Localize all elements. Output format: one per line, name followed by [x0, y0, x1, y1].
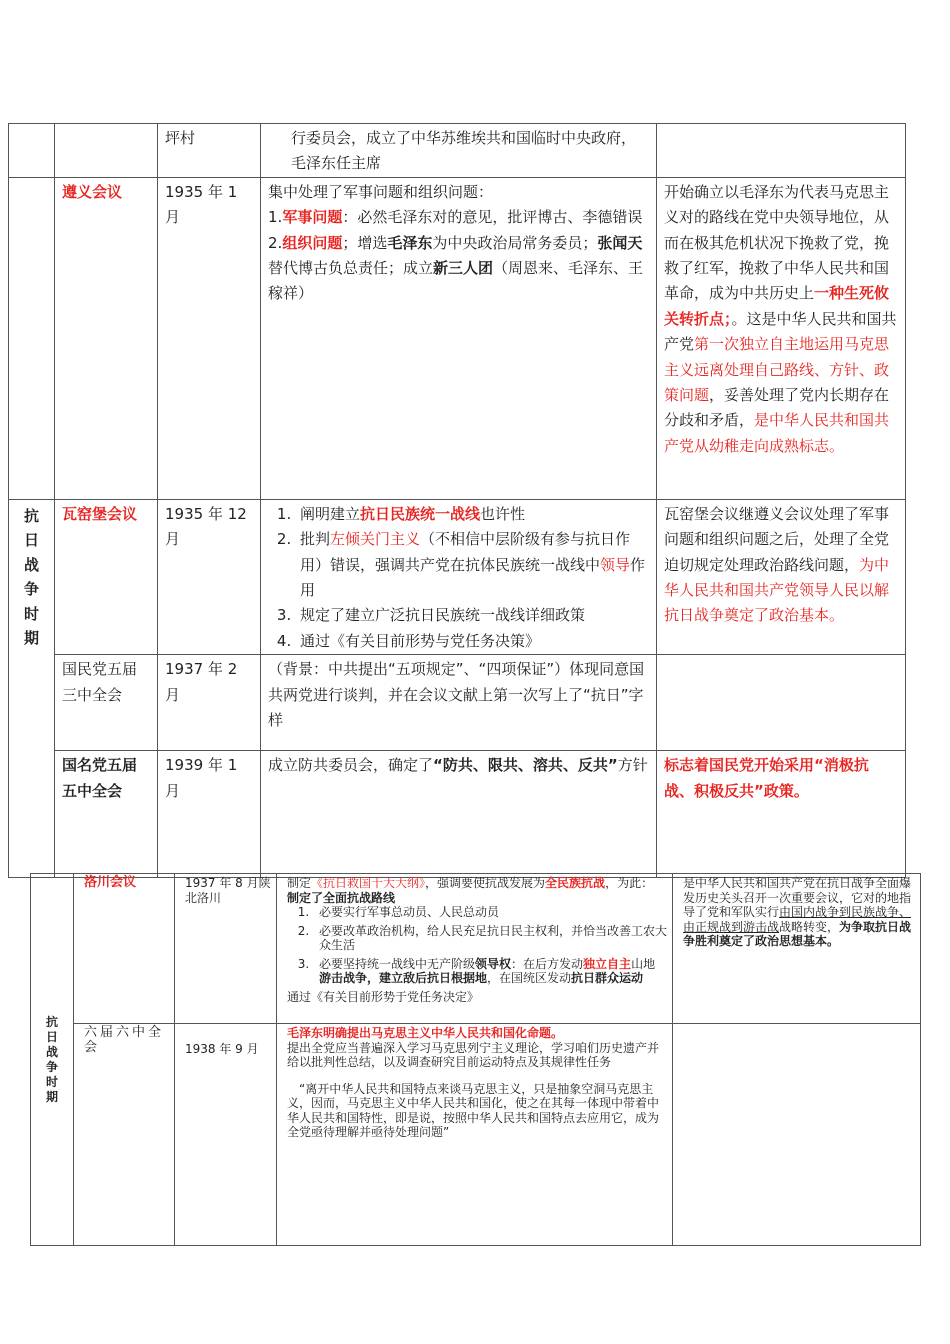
significance-text: 标志着国民党开始采用“消极抗战、积极反共”政策。 [664, 756, 869, 800]
table-row [9, 499, 906, 654]
meeting-name: 遵义会议 [62, 182, 123, 201]
meeting-name: 瓦窑堡会议 [62, 504, 138, 523]
table-row [9, 655, 906, 751]
content-para: 提出全党应当普遍深入学习马克思列宁主义理论，学习咱们历史遗产并给以批判性总结，以及调查研究目前运动特点及其规律性任务 [287, 1040, 660, 1069]
time-text: 1939 年 1 月 [165, 756, 238, 800]
meeting-name: 国民党五届三中全会 [62, 660, 138, 704]
content-cell [277, 1024, 673, 1246]
period-cell [31, 874, 74, 1246]
time-cell [158, 655, 261, 751]
content-cell [261, 124, 657, 178]
significance-cell [657, 751, 906, 878]
history-table-lower [30, 873, 921, 1246]
significance-cell [673, 1024, 921, 1246]
meeting-name: 洛川会议 [84, 875, 137, 890]
content-text: 行委员会，成立了中华苏维埃共和国临时中央政府，毛泽东任主席 [291, 129, 637, 173]
meeting-name: 国名党五届五中全会 [62, 756, 138, 800]
time-text: 1935 年 1 月 [165, 182, 238, 227]
content-list [287, 905, 667, 986]
list-item: 1. 必要实行军事总动员、人民总动员 [313, 905, 667, 920]
significance-cell: 是中华人民共和国共产党在抗日战争全面爆发历史关头召开一次重要会议，它对的地指导了党和军队实行由国内战争到民族战争、由正规战到游击战战略转变，为争取抗日战争胜利奠定了政治思想基本。 [673, 874, 921, 1024]
list-item: 3. 必要坚持统一战线中无产阶级领导权：在后方发动独立自主山地游击战争，建立敌后抗日根据地，在国统区发动抗日群众运动 [313, 957, 667, 986]
content-text: （背景：中共提出“五项规定”、“四项保证”）体现同意国共两党进行谈判，并在会议文献上第一次写上了“抗日”字样 [268, 660, 645, 730]
time-text: 1938 年 9 月 [185, 1042, 259, 1056]
content-cell [261, 177, 657, 499]
meeting-name-cell [74, 1024, 175, 1246]
meeting-name-cell [55, 124, 158, 178]
item-label: 军事问题 [282, 208, 343, 227]
content-para: 毛泽东明确提出马克思主义中华人民共和国化命题。 [287, 1026, 564, 1040]
content-para: 通过《有关目前形势于党任务决定》 [287, 989, 480, 1004]
significance-cell [657, 655, 906, 751]
meeting-name-cell [55, 499, 158, 654]
time-text: 1935 年 12 月 [165, 504, 247, 549]
meeting-name-cell [74, 874, 175, 1024]
list-item: 2. 批判左倾关门主义（不相信中层阶级有参与抗日作用）错误，强调共产党在抗体民族统一战线中领导作用 [296, 527, 649, 603]
time-cell [158, 177, 261, 499]
period-label: 抗 日 战 争 时 期 [45, 1014, 58, 1104]
significance-cell [657, 124, 906, 178]
table-row [9, 751, 906, 878]
content-cell [261, 655, 657, 751]
list-item: 3. 规定了建立广泛抗日民族统一战线详细政策 [296, 603, 649, 628]
time-cell [158, 499, 261, 654]
table-row [31, 874, 921, 1024]
time-text: 坪村 [165, 129, 196, 147]
period-label: 抗 日 战 争 时 期 [23, 506, 39, 648]
meeting-name-cell [55, 177, 158, 499]
list-item: 2. 必要改革政治机构，给人民充足抗日民主权利，并恰当改善工农大众生活 [313, 924, 667, 953]
content-item: 2.组织问题；增选毛泽东为中央政治局常务委员；张闻天替代博古负总责任；成立新三人团（周恩来、毛泽东、王稼祥） [268, 233, 644, 303]
time-cell [175, 874, 277, 1024]
time-text: 1937 年 2 月 [165, 660, 238, 704]
content-item: 1.军事问题：必然毛泽东对的意见，批评博古、李德错误 [268, 208, 643, 227]
period-cell [9, 177, 55, 499]
time-cell [158, 751, 261, 878]
content-intro: 集中处理了军事问题和组织问题： [268, 182, 494, 201]
content-para: 制定《抗日救国十大大纲》，强调要使抗战发展为全民族抗战，为此： [287, 876, 654, 890]
meeting-name: 六届六中全会 [84, 1025, 165, 1055]
time-cell [175, 1024, 277, 1246]
history-table-upper [8, 123, 906, 878]
time-text: 1937 年 8 月陕北洛川 [185, 876, 271, 905]
period-cell [9, 124, 55, 178]
significance-cell: 开始确立以毛泽东为代表马克思主义对的路线在党中央领导地位，从而在极其危机状况下挽救了党，挽救了红军，挽救了中华人民共和国革命，成为中共历史上一种生死攸关转折点；。这是中华人民共和国共产党第一次独立自主地运用马克思主义远离处理自己路线、方针、政策问题，妥善处理了党内长期存在分歧和矛盾，是中华人民共和国共产党从幼稚走向成熟标志。 [657, 177, 906, 499]
table-row [9, 124, 906, 178]
item-label: 组织问题 [282, 233, 343, 252]
significance-cell: 瓦窑堡会议继遵义会议处理了军事问题和组织问题之后，处理了全党迫切规定处理政治路线问题，为中华人民共和国共产党领导人民以解抗日战争奠定了政治基本。 [657, 499, 906, 654]
content-quote: “离开中华人民共和国特点来谈马克思主义，只是抽象空洞马克思主义，因而，马克思主义中华人民共和国化，使之在其每一体现中带着中华人民共和国特性，即是说，按照中华人民共和国特点去应用它，成为全党亟待理解并亟待处理问题” [287, 1081, 660, 1139]
meeting-name-cell [55, 655, 158, 751]
table-row [31, 1024, 921, 1246]
content-cell [277, 874, 673, 1024]
content-list [268, 502, 649, 654]
time-cell [158, 124, 261, 178]
meeting-name-cell [55, 751, 158, 878]
content-para: 制定了全面抗战路线 [287, 890, 396, 905]
content-cell: 成立防共委员会，确定了“防共、限共、溶共、反共”方针 [261, 751, 657, 878]
period-cell [9, 499, 55, 877]
content-cell [261, 499, 657, 654]
list-item: 4. 通过《有关目前形势与党任务决策》 [296, 629, 649, 654]
table-row [9, 177, 906, 499]
list-item: 1. 阐明建立抗日民族统一战线也许性 [296, 502, 649, 527]
